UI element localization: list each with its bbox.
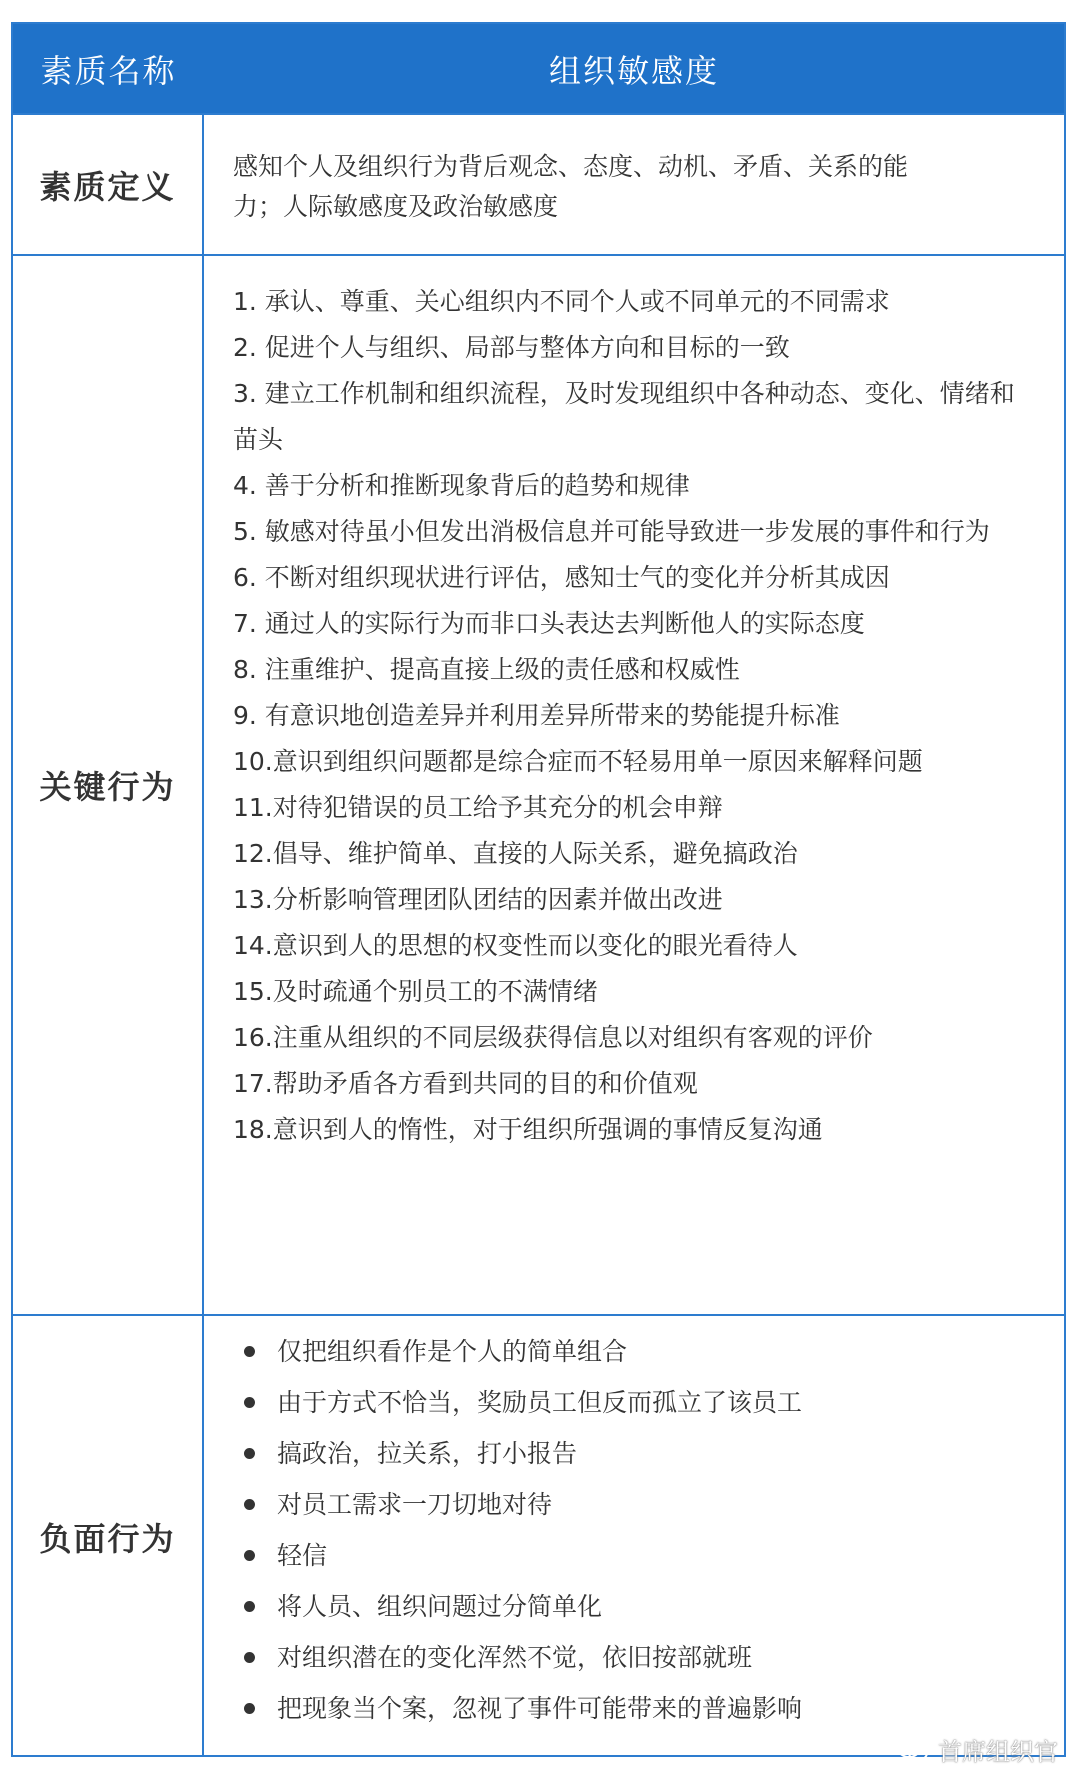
list-item <box>233 1326 1036 1377</box>
list-item <box>233 1377 1036 1428</box>
list-item: 13.分析影响管理团队团结的因素并做出改进 <box>233 885 723 914</box>
bullet-icon <box>244 1448 255 1459</box>
list-item: 5. 敏感对待虽小但发出消极信息并可能导致进一步发展的事件和行为 <box>233 517 990 546</box>
list-item: 6. 不断对组织现状进行评估，感知士气的变化并分析其成因 <box>233 563 890 592</box>
list-item <box>233 1581 1036 1632</box>
list-item-text: 对员工需求一刀切地对待 <box>277 1490 553 1519</box>
list-item: 14.意识到人的思想的权变性而以变化的眼光看待人 <box>233 931 798 960</box>
bullet-icon <box>244 1346 255 1357</box>
list-item: 17.帮助矛盾各方看到共同的目的和价值观 <box>233 1069 698 1098</box>
bullet-icon <box>244 1652 255 1663</box>
list-item <box>233 1683 1036 1734</box>
list-item-text: 将人员、组织问题过分简单化 <box>277 1592 603 1621</box>
table-header <box>13 24 1064 113</box>
list-item-text: 搞政治，拉关系，打小报告 <box>277 1439 578 1468</box>
key-behaviors-label: 关键行为 <box>13 256 204 1314</box>
list-item-text: 仅把组织看作是个人的简单组合 <box>277 1337 628 1366</box>
list-item: 16.注重从组织的不同层级获得信息以对组织有客观的评价 <box>233 1023 873 1052</box>
list-item: 8. 注重维护、提高直接上级的责任感和权威性 <box>233 655 740 684</box>
definition-line: 感知个人及组织行为背后观念、态度、动机、矛盾、关系的能 <box>233 152 909 181</box>
bullet-icon <box>244 1397 255 1408</box>
watermark <box>896 1732 1058 1767</box>
header-col-name: 素质名称 <box>40 51 177 90</box>
list-item: 1. 承认、尊重、关心组织内不同个人或不同单元的不同需求 <box>233 287 890 316</box>
list-item: 2. 促进个人与组织、局部与整体方向和目标的一致 <box>233 333 790 362</box>
list-item: 12.倡导、维护简单、直接的人际关系，避免搞政治 <box>233 839 798 868</box>
watermark-text: 首席组织官 <box>938 1738 1058 1766</box>
bullet-icon <box>244 1499 255 1510</box>
list-item: 11.对待犯错误的员工给予其充分的机会申辩 <box>233 793 723 822</box>
list-item-text: 把现象当个案，忽视了事件可能带来的普遍影响 <box>277 1694 803 1723</box>
list-item-text: 由于方式不恰当，奖励员工但反而孤立了该员工 <box>277 1388 803 1417</box>
list-item <box>233 1632 1036 1683</box>
list-item-text: 轻信 <box>277 1541 328 1570</box>
bullet-icon <box>244 1601 255 1612</box>
negative-behaviors-row <box>13 1314 1064 1757</box>
bullet-icon <box>244 1550 255 1561</box>
definition-row <box>13 113 1064 254</box>
header-col-value: 组织敏感度 <box>548 51 719 90</box>
bullet-icon <box>244 1703 255 1714</box>
list-item: 9. 有意识地创造差异并利用差异所带来的势能提升标准 <box>233 701 840 730</box>
list-item: 4. 善于分析和推断现象背后的趋势和规律 <box>233 471 690 500</box>
list-item: 3. 建立工作机制和组织流程，及时发现组织中各种动态、变化、情绪和苗头 <box>233 379 1015 454</box>
definition-label: 素质定义 <box>13 115 204 254</box>
list-item: 18.意识到人的惰性，对于组织所强调的事情反复沟通 <box>233 1115 823 1144</box>
list-item <box>233 1479 1036 1530</box>
list-item-text: 对组织潜在的变化浑然不觉，依旧按部就班 <box>277 1643 753 1672</box>
list-item <box>233 1530 1036 1581</box>
negative-behaviors-list <box>204 1316 1064 1757</box>
negative-behaviors-label: 负面行为 <box>13 1316 204 1757</box>
key-behaviors-row <box>13 254 1064 1314</box>
definition-content <box>204 115 1064 254</box>
wechat-icon <box>896 1736 930 1764</box>
definition-line: 力；人际敏感度及政治敏感度 <box>233 192 559 221</box>
key-behaviors-list <box>204 256 1064 1314</box>
list-item <box>233 1428 1036 1479</box>
list-item: 15.及时疏通个别员工的不满情绪 <box>233 977 598 1006</box>
list-item: 7. 通过人的实际行为而非口头表达去判断他人的实际态度 <box>233 609 865 638</box>
competency-table <box>11 22 1066 1757</box>
list-item: 10.意识到组织问题都是综合症而不轻易用单一原因来解释问题 <box>233 747 923 776</box>
